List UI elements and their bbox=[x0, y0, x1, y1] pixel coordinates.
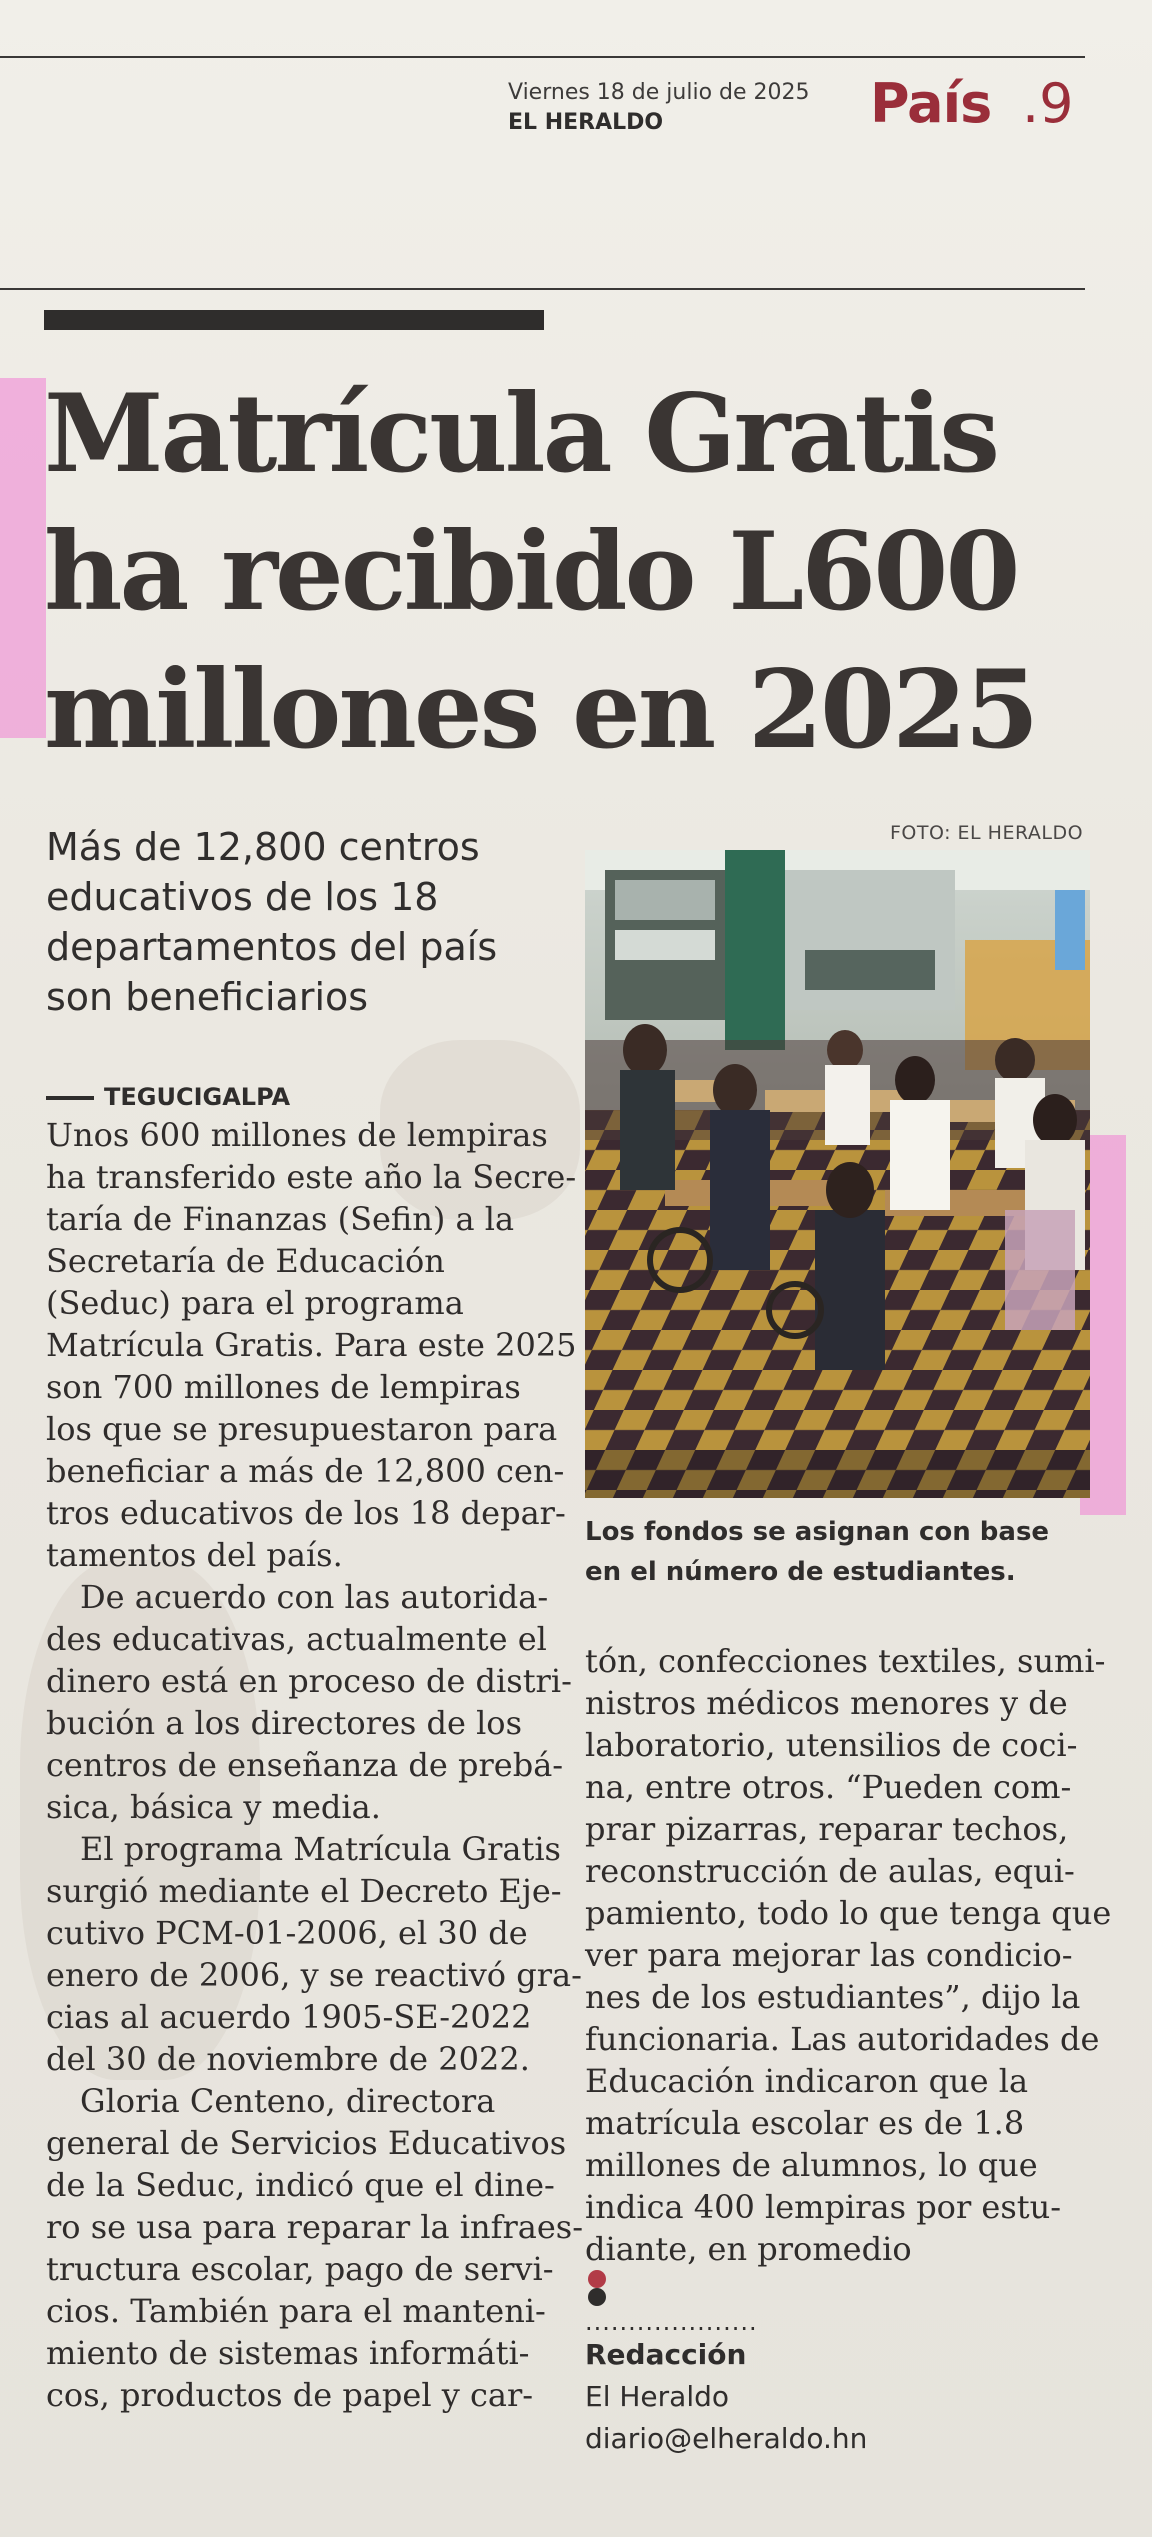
classroom-photo bbox=[585, 850, 1090, 1498]
body-line: na, entre otros. “Pueden com- bbox=[585, 1768, 1072, 1806]
body-line: surgió mediante el Decreto Eje- bbox=[46, 1872, 562, 1910]
section-title: País bbox=[870, 72, 992, 135]
body-line: ro se usa para reparar la infraes- bbox=[46, 2208, 584, 2246]
newspaper-name: EL HERALDO bbox=[508, 110, 664, 135]
header-top-rule bbox=[0, 56, 1085, 58]
body-line: pamiento, todo lo que tenga que bbox=[585, 1894, 1112, 1932]
byline-email: diario@elheraldo.hn bbox=[585, 2422, 868, 2455]
end-mark-dot bbox=[588, 2288, 606, 2306]
body-line: nistros médicos menores y de bbox=[585, 1684, 1068, 1722]
body-line: indica 400 lempiras por estu- bbox=[585, 2188, 1062, 2226]
body-line: El programa Matrícula Gratis bbox=[80, 1830, 561, 1868]
issue-date: Viernes 18 de julio de 2025 bbox=[508, 80, 810, 105]
body-line: tros educativos de los 18 depar- bbox=[46, 1494, 566, 1532]
body-line: Matrícula Gratis. Para este 2025 bbox=[46, 1326, 577, 1364]
body-line: Unos 600 millones de lempiras bbox=[46, 1116, 548, 1154]
byline: Redacción bbox=[585, 2338, 747, 2371]
body-line: prar pizarras, reparar techos, bbox=[585, 1810, 1069, 1848]
body-line: de la Seduc, indicó que el dine- bbox=[46, 2166, 555, 2204]
body-line: funcionaria. Las autoridades de bbox=[585, 2020, 1100, 2058]
body-column-left bbox=[46, 1114, 584, 2416]
body-line: Educación indicaron que la bbox=[585, 2062, 1029, 2100]
header-bottom-rule bbox=[0, 288, 1085, 290]
headline-line: Matrícula Gratis bbox=[44, 371, 998, 497]
body-line: dinero está en proceso de distri- bbox=[46, 1662, 572, 1700]
photo-credit: FOTO: EL HERALDO bbox=[890, 822, 1084, 844]
page-number: .9 bbox=[1022, 72, 1074, 135]
body-line: enero de 2006, y se reactivó gra- bbox=[46, 1956, 582, 1994]
body-line: ha transferido este año la Secre- bbox=[46, 1158, 577, 1196]
subtitle-line: departamentos del país bbox=[46, 925, 498, 969]
body-line: millones de alumnos, lo que bbox=[585, 2146, 1038, 2184]
body-line: cos, productos de papel y car- bbox=[46, 2376, 534, 2414]
subtitle-line: Más de 12,800 centros bbox=[46, 825, 480, 869]
headline-line: ha recibido L600 bbox=[44, 509, 1018, 635]
dateline-dash bbox=[46, 1096, 94, 1100]
body-line: miento de sistemas informáti- bbox=[46, 2334, 530, 2372]
dateline bbox=[46, 1083, 290, 1111]
article-subtitle bbox=[46, 822, 566, 1022]
body-line: Gloria Centeno, directora bbox=[80, 2082, 496, 2120]
body-line: De acuerdo con las autorida- bbox=[80, 1578, 549, 1616]
body-line: sica, básica y media. bbox=[46, 1788, 381, 1826]
body-line: matrícula escolar es de 1.8 bbox=[585, 2104, 1025, 2142]
photo-caption bbox=[585, 1512, 1090, 1592]
body-line: bución a los directores de los bbox=[46, 1704, 522, 1742]
body-line: des educativas, actualmente el bbox=[46, 1620, 547, 1658]
body-line: los que se presupuestaron para bbox=[46, 1410, 558, 1448]
body-column-right bbox=[585, 1640, 1112, 2306]
body-line: cios. También para el manteni- bbox=[46, 2292, 546, 2330]
highlighter-mark bbox=[0, 378, 46, 738]
body-line: Secretaría de Educación bbox=[46, 1242, 445, 1280]
end-mark-dot bbox=[588, 2270, 606, 2288]
body-line-final bbox=[585, 2228, 1090, 2306]
body-line: (Seduc) para el programa bbox=[46, 1284, 464, 1322]
classroom-photo-illustration bbox=[585, 850, 1090, 1498]
body-line: taría de Finanzas (Sefin) a la bbox=[46, 1200, 515, 1238]
body-line: tón, confecciones textiles, sumi- bbox=[585, 1642, 1106, 1680]
article-headline bbox=[44, 365, 1094, 779]
body-line: beneficiar a más de 12,800 cen- bbox=[46, 1452, 565, 1490]
dateline-text: TEGUCIGALPA bbox=[104, 1083, 291, 1111]
body-line: tamentos del país. bbox=[46, 1536, 343, 1574]
caption-line: en el número de estudiantes. bbox=[585, 1557, 1016, 1587]
headline-bar bbox=[44, 310, 544, 330]
subtitle-line: son beneficiarios bbox=[46, 975, 369, 1019]
signature-separator: .................... bbox=[585, 2308, 758, 2336]
body-line: cutivo PCM-01-2006, el 30 de bbox=[46, 1914, 528, 1952]
body-line: cias al acuerdo 1905-SE-2022 bbox=[46, 1998, 532, 2036]
body-line: del 30 de noviembre de 2022. bbox=[46, 2040, 530, 2078]
subtitle-line: educativos de los 18 bbox=[46, 875, 439, 919]
body-line: son 700 millones de lempiras bbox=[46, 1368, 521, 1406]
body-line: reconstrucción de aulas, equi- bbox=[585, 1852, 1075, 1890]
caption-line: Los fondos se asignan con base bbox=[585, 1517, 1050, 1547]
body-line: nes de los estudiantes”, dijo la bbox=[585, 1978, 1081, 2016]
body-line: ver para mejorar las condicio- bbox=[585, 1936, 1073, 1974]
byline-newspaper: El Heraldo bbox=[585, 2380, 730, 2413]
body-line: centros de enseñanza de prebá- bbox=[46, 1746, 564, 1784]
headline-line: millones en 2025 bbox=[44, 647, 1037, 773]
body-line-text: diante, en promedio bbox=[585, 2230, 912, 2268]
body-line: tructura escolar, pago de servi- bbox=[46, 2250, 554, 2288]
body-line: general de Servicios Educativos bbox=[46, 2124, 567, 2162]
body-line: laboratorio, utensilios de coci- bbox=[585, 1726, 1078, 1764]
